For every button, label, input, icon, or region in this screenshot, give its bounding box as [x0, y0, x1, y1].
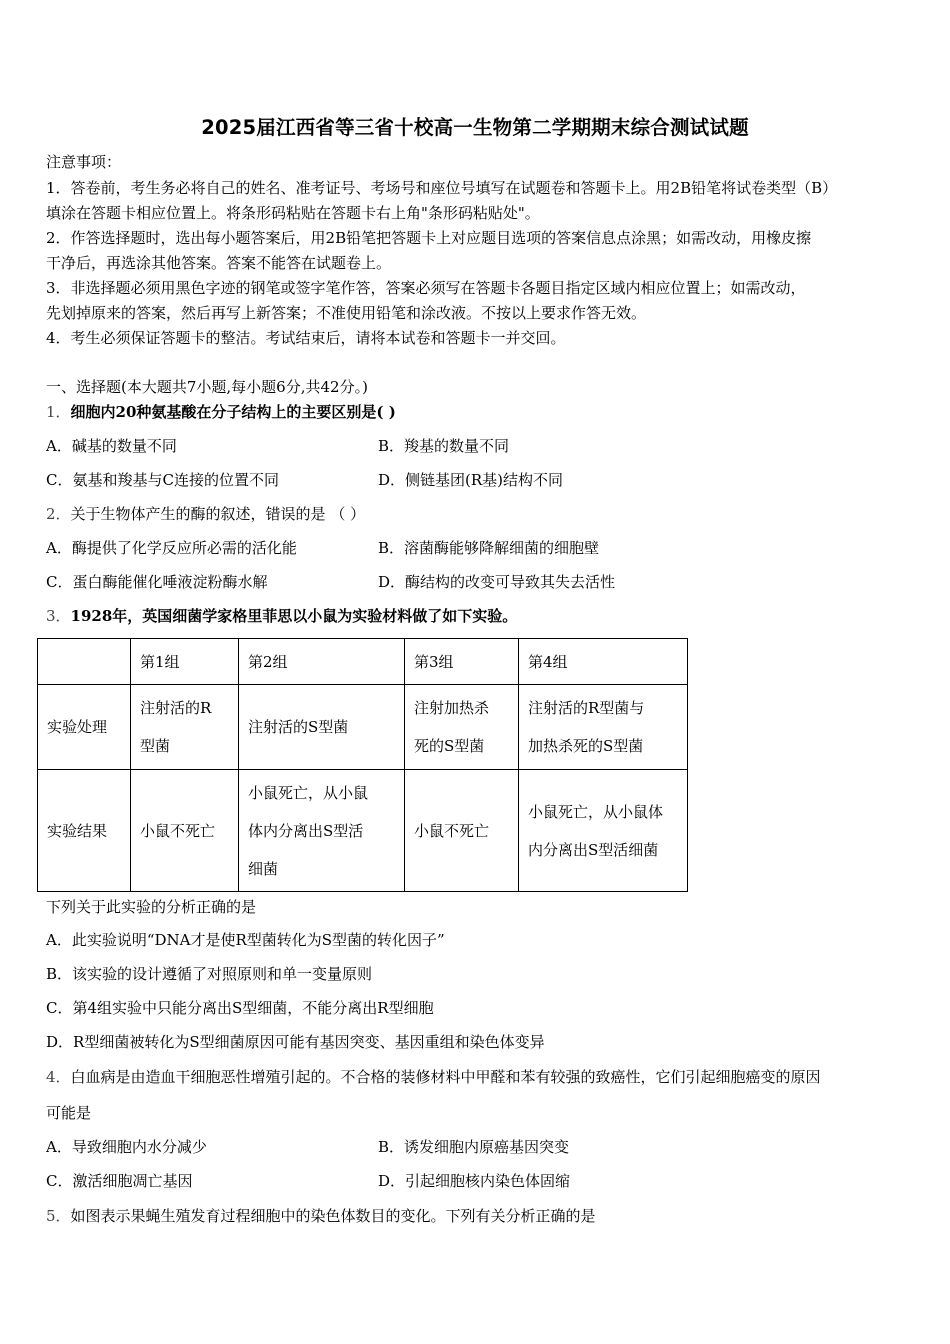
cell-line: 型菌	[140, 737, 171, 755]
table-cell	[239, 770, 405, 892]
question-number: 4．	[46, 1068, 71, 1086]
question-stem: 细胞内20种氨基酸在分子结构上的主要区别是( )	[70, 403, 396, 421]
cell-line: 体内分离出S型活	[248, 821, 364, 840]
option-a: A．酶提供了化学反应所必需的活化能	[46, 539, 297, 557]
option-c: C．蛋白酶能催化唾液淀粉酶水解	[46, 573, 268, 591]
question-stem: 1928年，英国细菌学家格里菲思以小鼠为实验材料做了如下实验。	[70, 607, 518, 625]
row-label: 实验结果	[38, 770, 131, 892]
option-d: D．酶结构的改变可导致其失去活性	[378, 573, 616, 591]
cell-line: 注射活的R型菌与	[528, 699, 645, 717]
question-stem: 白血病是由造血干细胞恶性增殖引起的。不合格的装修材料中甲醛和苯有较强的致癌性，它们引起细胞癌变的原因	[70, 1068, 821, 1086]
cell-line: 死的S型菌	[414, 737, 485, 755]
cell-line: 小鼠不死亡	[140, 821, 216, 840]
table-header-cell: 第1组	[131, 639, 239, 685]
option-d: D．引起细胞核内染色体固缩	[378, 1172, 571, 1190]
option-d: D．R型细菌被转化为S型细菌原因可能有基因突变、基因重组和染色体变异	[46, 1033, 545, 1051]
question-2	[46, 505, 365, 523]
table-header-cell: 第2组	[239, 639, 405, 685]
table-cell	[519, 770, 688, 892]
question-4	[46, 1068, 821, 1086]
option-b: B．羧基的数量不同	[378, 437, 510, 455]
cell-line: 注射活的S型菌	[248, 718, 349, 736]
option-b: B．溶菌酶能够降解细菌的细胞壁	[378, 539, 600, 557]
cell-line: 内分离出S型活细菌	[528, 840, 659, 859]
table-header-cell	[38, 639, 131, 685]
notice-line: 先划掉原来的答案，然后再写上新答案；不准使用铅笔和涂改液。不按以上要求作答无效。	[46, 304, 647, 322]
notice-line: 1．答卷前，考生务必将自己的姓名、准考证号、考场号和座位号填写在试题卷和答题卡上。用2B铅笔将试卷类型（B）	[46, 179, 838, 197]
question-number: 2．	[46, 505, 71, 523]
table-cell	[519, 685, 688, 770]
table-cell	[405, 770, 519, 892]
option-d: D．侧链基团(R基)结构不同	[378, 471, 564, 489]
notice-line: 填涂在答题卡相应位置上。将条形码粘贴在答题卡右上角"条形码粘贴处"。	[46, 204, 540, 222]
notice-line: 3．非选择题必须用黑色字迹的钢笔或签字笔作答，答案必须写在答题卡各题目指定区域内相应位置上；如需改动，	[46, 279, 806, 297]
notice-line: 2．作答选择题时，选出每小题答案后，用2B铅笔把答题卡上对应题目选项的答案信息点涂黑；如需改动，用橡皮擦	[46, 229, 812, 247]
page-title: 2025届江西省等三省十校高一生物第二学期期末综合测试试题	[201, 116, 749, 139]
notice-line: 4．考生必须保证答题卡的整洁。考试结束后，请将本试卷和答题卡一并交回。	[46, 329, 566, 347]
cell-line: 注射活的R	[140, 699, 212, 717]
question-followup: 下列关于此实验的分析正确的是	[46, 898, 257, 916]
notice-heading: 注意事项：	[46, 153, 122, 171]
option-a: A．此实验说明“DNA才是使R型菌转化为S型菌的转化因子”	[46, 931, 445, 949]
table-cell	[405, 685, 519, 770]
table-row	[38, 770, 688, 892]
cell-line: 小鼠死亡，从小鼠体	[528, 802, 664, 821]
table-header-cell: 第4组	[519, 639, 688, 685]
question-3	[46, 607, 517, 625]
table-cell	[239, 685, 405, 770]
option-c: C．第4组实验中只能分离出S型细菌，不能分离出R型细胞	[46, 999, 434, 1017]
cell-line: 加热杀死的S型菌	[528, 737, 644, 755]
section-heading: 一、选择题(本大题共7小题,每小题6分,共42分。)	[46, 378, 368, 396]
table-header-cell: 第3组	[405, 639, 519, 685]
option-a: A．碱基的数量不同	[46, 437, 177, 455]
experiment-table	[37, 638, 688, 892]
cell-line: 小鼠死亡，从小鼠	[248, 783, 369, 802]
question-number: 3．	[46, 607, 71, 625]
option-c: C．氨基和羧基与C连接的位置不同	[46, 471, 279, 489]
question-number: 5．	[46, 1207, 71, 1225]
cell-line: 细菌	[248, 859, 279, 878]
table-cell	[131, 770, 239, 892]
row-label: 实验处理	[38, 685, 131, 770]
question-5	[46, 1207, 596, 1225]
option-a: A．导致细胞内水分减少	[46, 1138, 207, 1156]
option-b: B．该实验的设计遵循了对照原则和单一变量原则	[46, 965, 373, 983]
notice-line: 干净后，再选涂其他答案。答案不能答在试题卷上。	[46, 254, 392, 272]
question-stem: 如图表示果蝇生殖发育过程细胞中的染色体数目的变化。下列有关分析正确的是	[70, 1207, 596, 1225]
table-cell	[131, 685, 239, 770]
question-1	[46, 403, 396, 421]
option-c: C．激活细胞凋亡基因	[46, 1172, 193, 1190]
question-number: 1．	[46, 403, 71, 421]
option-b: B．诱发细胞内原癌基因突变	[378, 1138, 570, 1156]
cell-line: 小鼠不死亡	[414, 821, 490, 840]
cell-line: 注射加热杀	[414, 699, 490, 717]
question-stem: 关于生物体产生的酶的叙述，错误的是 （ ）	[70, 505, 366, 523]
question-stem-cont: 可能是	[46, 1104, 92, 1122]
table-header-row	[38, 639, 688, 685]
table-row	[38, 685, 688, 770]
